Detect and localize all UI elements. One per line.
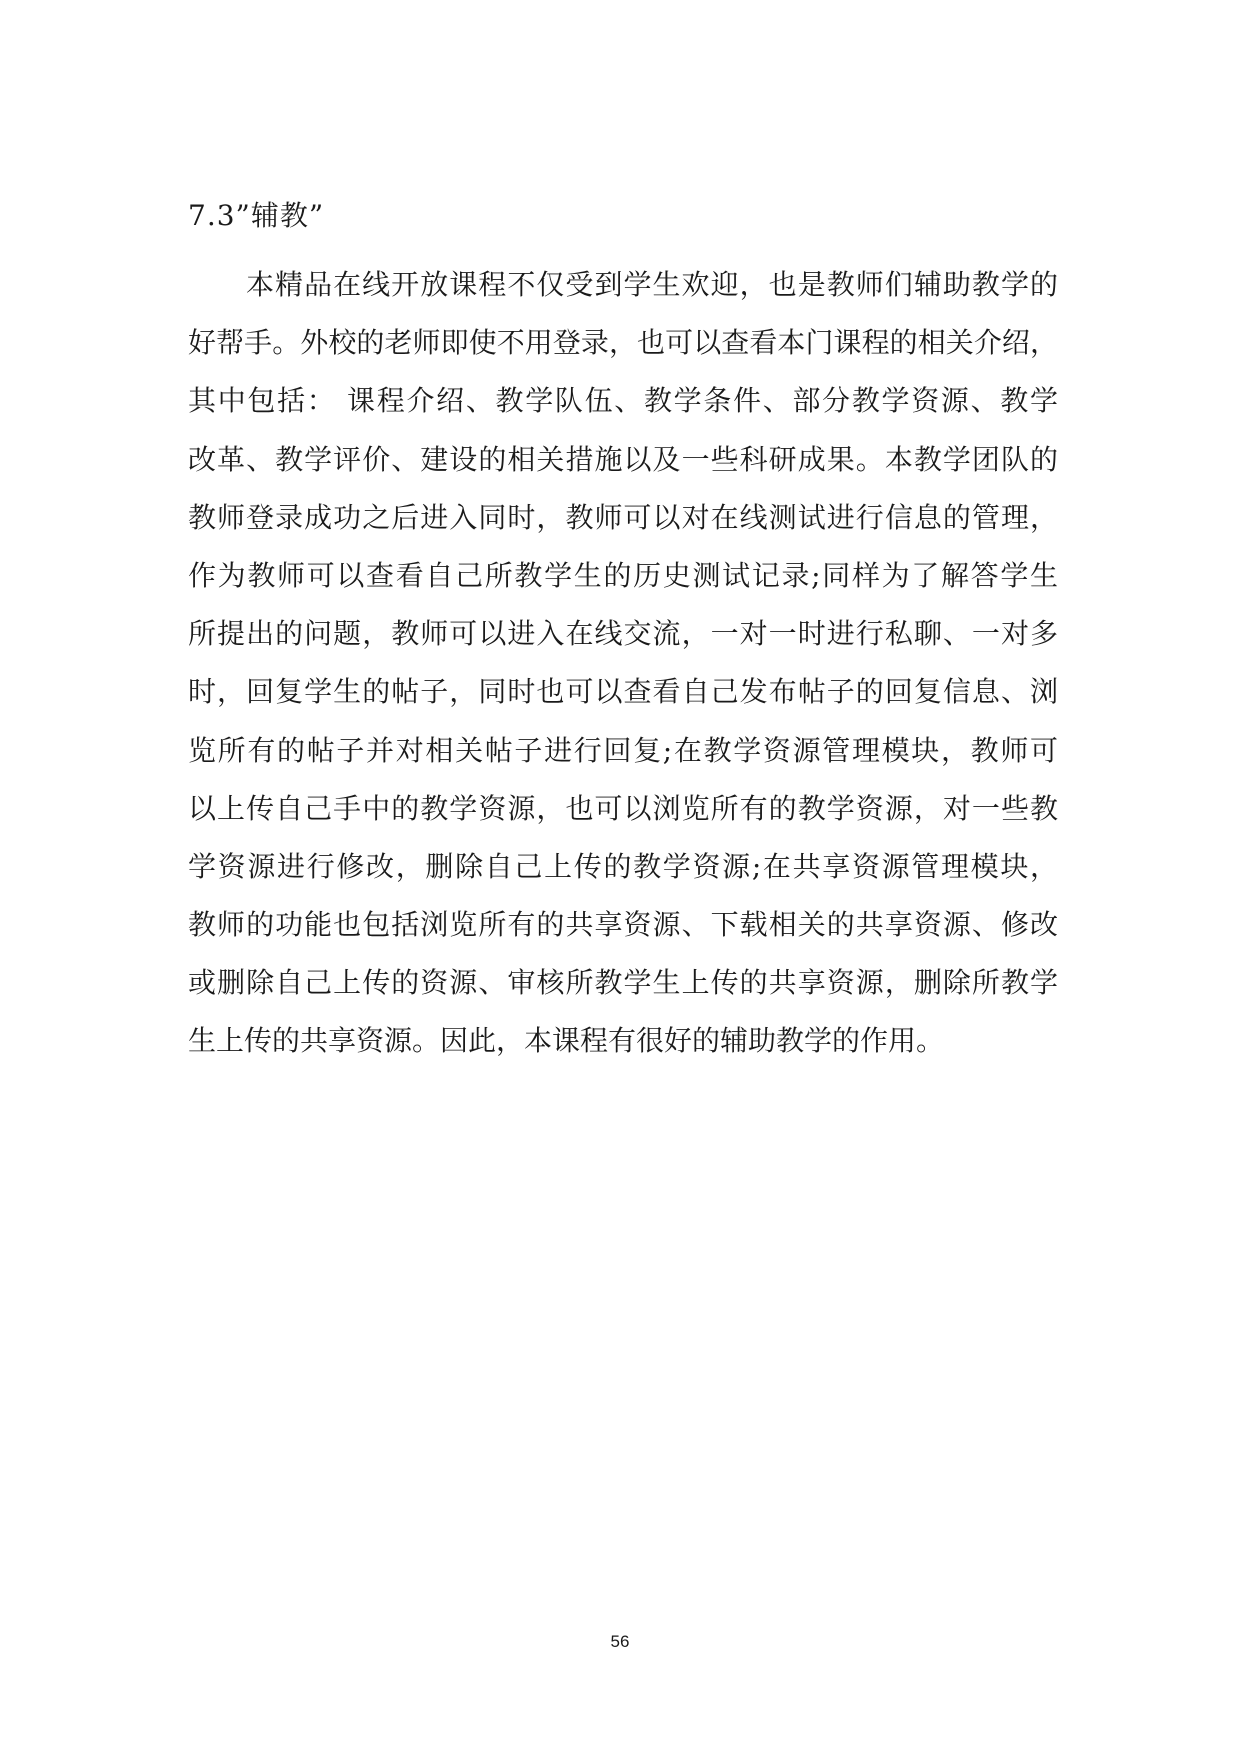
paragraph-line: 教师登录成功之后进入同时，教师可以对在线测试进行信息的管理， bbox=[188, 500, 1058, 534]
paragraph-line: 所提出的问题，教师可以进入在线交流，一对一时进行私聊、一对多 bbox=[188, 617, 1058, 651]
paragraph-line: 改革、教学评价、建设的相关措施以及一些科研成果。本教学团队的 bbox=[188, 442, 1058, 476]
paragraph-line: 览所有的帖子并对相关帖子进行回复;在教学资源管理模块，教师可 bbox=[188, 733, 1058, 767]
paragraph-line: 以上传自己手中的教学资源，也可以浏览所有的教学资源，对一些教 bbox=[188, 791, 1058, 825]
paragraph-line: 作为教师可以查看自己所教学生的历史测试记录;同样为了解答学生 bbox=[188, 558, 1058, 592]
body-paragraph bbox=[188, 256, 1058, 1071]
paragraph-line: 本精品在线开放课程不仅受到学生欢迎，也是教师们辅助教学的 bbox=[246, 268, 1058, 301]
paragraph-line: 教师的功能也包括浏览所有的共享资源、下载相关的共享资源、修改 bbox=[188, 908, 1058, 942]
paragraph-line: 生上传的共享资源。因此，本课程有很好的辅助教学的作用。 bbox=[188, 1024, 945, 1058]
page-number: 56 bbox=[610, 1632, 630, 1651]
paragraph-line: 或删除自己上传的资源、审核所教学生上传的共享资源，删除所教学 bbox=[188, 966, 1058, 1000]
paragraph-line: 好帮手。外校的老师即使不用登录，也可以查看本门课程的相关介绍， bbox=[188, 326, 1058, 360]
paragraph-line: 其中包括： 课程介绍、教学队伍、教学条件、部分教学资源、教学 bbox=[188, 384, 1058, 418]
paragraph-line: 时，回复学生的帖子，同时也可以查看自己发布帖子的回复信息、浏 bbox=[188, 675, 1058, 709]
section-heading: 7.3”辅教” bbox=[188, 199, 325, 232]
paragraph-line: 学资源进行修改，删除自己上传的教学资源;在共享资源管理模块， bbox=[188, 849, 1058, 883]
